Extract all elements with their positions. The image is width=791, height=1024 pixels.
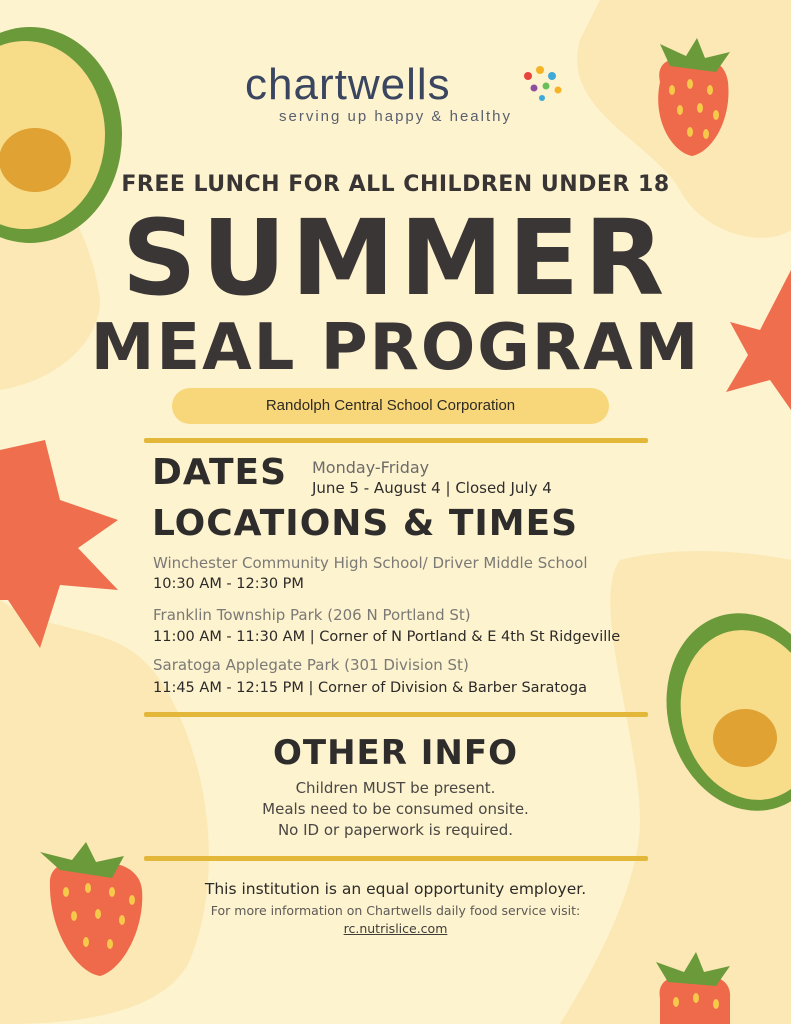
- equal-opportunity-statement: This institution is an equal opportunity employer.: [204, 880, 587, 898]
- dates-heading: DATES: [152, 452, 288, 493]
- divider: [144, 712, 648, 717]
- dates-range: June 5 - August 4 | Closed July 4: [312, 479, 552, 497]
- brand-logo-dots-icon: [520, 64, 564, 104]
- more-info-text: For more information on Chartwells daily food service visit:: [210, 903, 581, 918]
- page-title-meal-program: MEAL PROGRAM: [90, 311, 701, 385]
- other-info-line: No ID or paperwork is required.: [277, 821, 514, 839]
- locations-heading: LOCATIONS & TIMES: [152, 503, 579, 544]
- other-info-line: Meals need to be consumed onsite.: [262, 800, 529, 818]
- other-info-line: Children MUST be present.: [295, 779, 496, 797]
- dates-days: Monday-Friday: [312, 458, 430, 477]
- divider: [144, 856, 648, 861]
- location-name: Winchester Community High School/ Driver Middle School: [153, 554, 588, 572]
- location-time: 11:45 AM - 12:15 PM | Corner of Division & Barber Saratoga: [153, 680, 588, 696]
- eligibility-subtitle: FREE LUNCH FOR ALL CHILDREN UNDER 18: [121, 172, 670, 197]
- brand-tagline: serving up happy & healthy: [279, 108, 512, 125]
- organization-badge: Randolph Central School Corporation: [172, 388, 609, 424]
- other-info-heading: OTHER INFO: [272, 733, 519, 773]
- location-time: 10:30 AM - 12:30 PM: [153, 576, 304, 592]
- location-time: 11:00 AM - 11:30 AM | Corner of N Portland & E 4th St Ridgeville: [153, 629, 621, 645]
- location-name: Franklin Township Park (206 N Portland St): [153, 606, 471, 624]
- nutrislice-link[interactable]: rc.nutrislice.com: [343, 921, 448, 936]
- location-name: Saratoga Applegate Park (301 Division St): [153, 656, 469, 674]
- page-title-summer: SUMMER: [121, 197, 670, 319]
- divider: [144, 438, 648, 443]
- brand-logo-wordmark: chartwells: [245, 60, 451, 109]
